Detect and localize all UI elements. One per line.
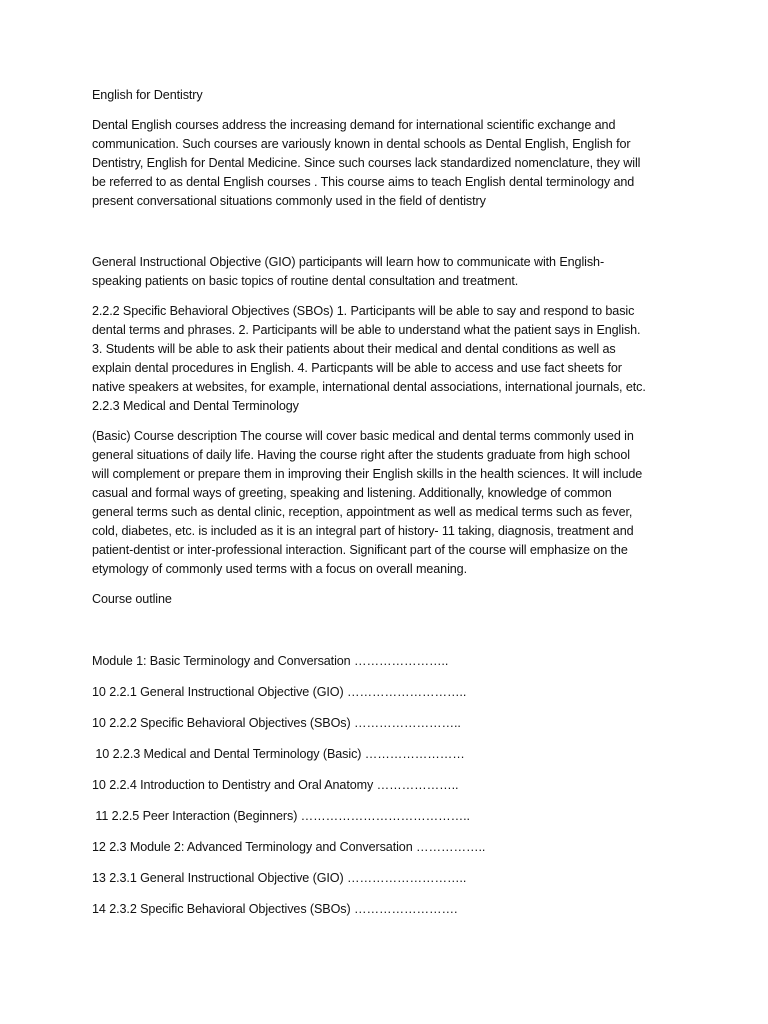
- outline-item: 10 2.2.2 Specific Behavioral Objectives (SBOs) ……………………..: [92, 716, 461, 730]
- gio-paragraph: General Instructional Objective (GIO) participants will learn how to communicate with English- speaking patients on basic topics of routine dental consultation and treatment.: [92, 255, 605, 288]
- document-title: English for Dentistry: [92, 88, 203, 102]
- outline-item: 14 2.3.2 Specific Behavioral Objectives (SBOs) …………………….: [92, 902, 458, 916]
- intro-paragraph: Dental English courses address the increasing demand for international scientific exchange and communication. Such courses are variously known in dental schools as Dental English, English for Dentistry, English for Dental Medicine. Since such courses lack standardized nomenclature, they will be referred to as dental English courses . This course aims to teach English dental terminology and present conversational situations commonly used in the field of dentistry: [92, 118, 641, 208]
- sbo-paragraph: 2.2.2 Specific Behavioral Objectives (SBOs) 1. Participants will be able to say and respond to basic dental terms and phrases. 2. Participants will be able to understand what the patient says in English. 3. Students will be able to ask their patients about their medical and dental conditions as well as explain dental procedures in English. 4. Particpants will be able to access and use fact sheets for native speakers at websites, for example, international dental associations, international journals, etc. 2.2.3 Medical and Dental Terminology: [92, 304, 646, 413]
- outline-item: Module 1: Basic Terminology and Conversation …………………..: [92, 654, 449, 668]
- outline-item: 13 2.3.1 General Instructional Objective (GIO) ………………………..: [92, 871, 467, 885]
- outline-item: 10 2.2.4 Introduction to Dentistry and Oral Anatomy ………………..: [92, 778, 459, 792]
- course-description-paragraph: (Basic) Course description The course will cover basic medical and dental terms commonly used in general situations of daily life. Having the course right after the students graduate from high school will complement or prepare them in improving their English skills in the health sciences. It will include casual and formal ways of greeting, speaking and listening. Additionally, knowledge of common general terms such as dental clinic, reception, appointment as well as medical terms such as fever, cold, diabetes, etc. is included as it is an integral part of history- 11 taking, diagnosis, treatment and patient-dentist or inter-professional interaction. Significant part of the course will emphasize on the etymology of commonly used terms with a focus on overall meaning.: [92, 429, 643, 576]
- outline-item: 10 2.2.1 General Instructional Objective (GIO) ………………………..: [92, 685, 467, 699]
- outline-item: 10 2.2.3 Medical and Dental Terminology (Basic) ……………………: [92, 747, 465, 761]
- course-outline-heading: Course outline: [92, 592, 172, 606]
- outline-item: 11 2.2.5 Peer Interaction (Beginners) …………………………………..: [92, 809, 470, 823]
- outline-item: 12 2.3 Module 2: Advanced Terminology and Conversation ……………..: [92, 840, 486, 854]
